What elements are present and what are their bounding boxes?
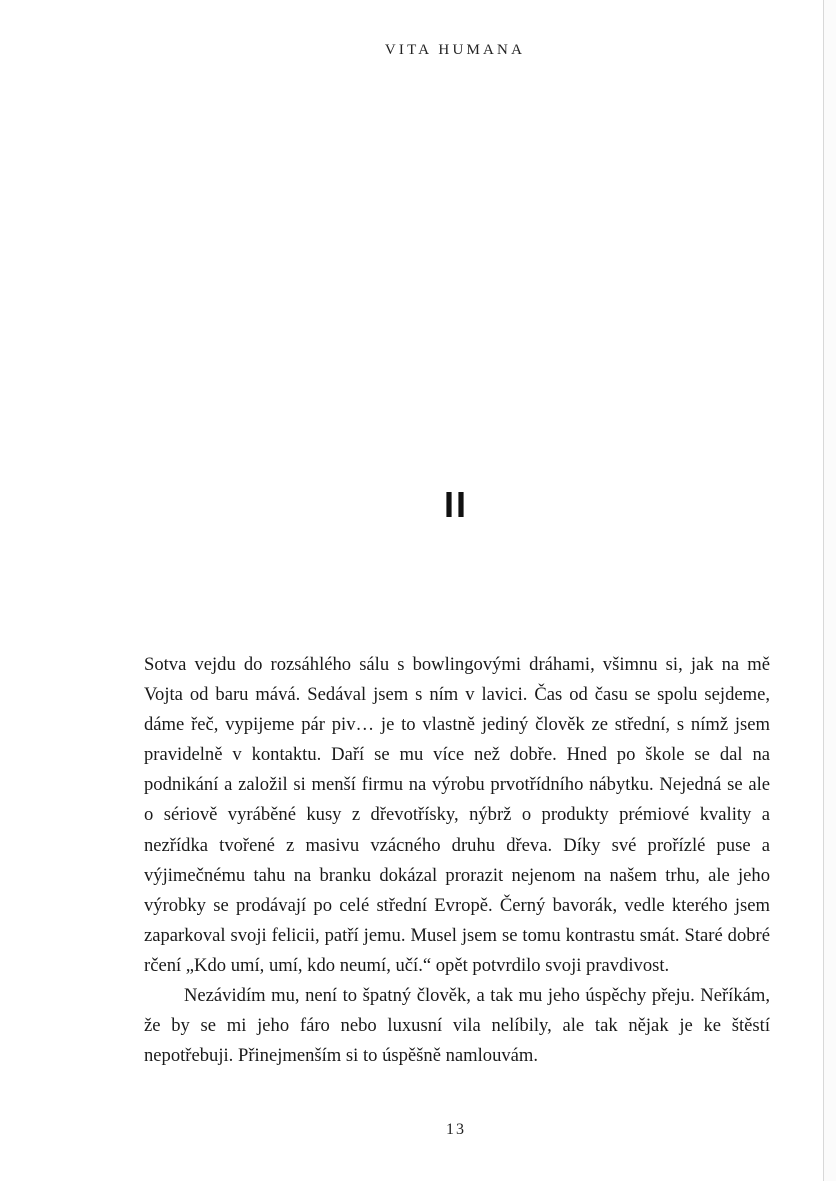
paragraph: Nezávidím mu, není to špatný člověk, a tak mu jeho úspěchy přeju. Neříkám, že by se mi jeho fáro nebo luxusní vila nelíbily, ale tak nějak je ke štěstí nepotřebuji. Přinejmenším si to úspěšně namlouvám. <box>144 985 770 1067</box>
page-number: 13 <box>446 1121 466 1138</box>
running-head: VITA HUMANA <box>384 42 526 58</box>
page-edge <box>823 0 836 1181</box>
chapter-number: II <box>443 484 468 525</box>
chapter-body <box>144 650 770 1071</box>
paragraph: Sotva vejdu do rozsáhlého sálu s bowlingovými dráhami, všimnu si, jak na mě Vojta od baru mává. Sedával jsem s ním v lavici. Čas od času se spolu sejdeme, dáme řeč, vypijeme pár piv… je to vlastně jediný člověk ze střední, s nímž jsem pravidelně v kontaktu. Daří se mu více než dobře. Hned po škole se dal na podnikání a založil si menší firmu na výrobu prvotřídního nábytku. Nejedná se ale o sériově vyráběné kusy z dřevotřísky, nýbrž o produkty prémiové kvality a nezřídka tvořené z masivu vzácného druhu dřeva. Díky své prořízlé puse a výjimečnému tahu na branku dokázal prorazit nejenom na našem trhu, ale jeho výrobky se prodávají po celé střední Evropě. Černý bavorák, vedle kterého jsem zaparkoval svoji felicii, patří jemu. Musel jsem se tomu kontrastu smát. Staré dobré rčení „Kdo umí, umí, kdo neumí, učí.“ opět potvrdilo svoji pravdivost. <box>144 654 770 976</box>
